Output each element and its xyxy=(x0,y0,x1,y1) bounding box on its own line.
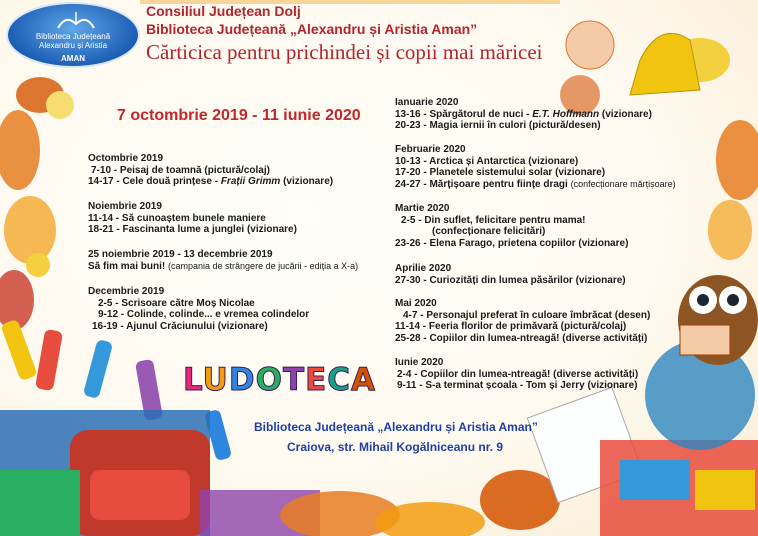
schedule-item: 2-4 - Copiilor din lumea-ntreagă! (diverse activități) xyxy=(397,368,639,380)
campaign-block xyxy=(88,249,358,272)
footer-address: Craiova, str. Mihail Kogălniceanu nr. 9 xyxy=(287,440,504,454)
month-title: Octombrie 2019 xyxy=(88,153,164,164)
campaign-item: Să fim mai buni! (campania de strângere de jucării - ediția a X-a) xyxy=(88,260,359,272)
schedule-item: 18-21 - Fascinanta lume a junglei (vizionare) xyxy=(88,224,297,236)
ludoteca-letter: T xyxy=(282,362,306,398)
ludoteca-logo xyxy=(183,362,376,398)
ludoteca-letter: C xyxy=(327,362,352,398)
schedule-item: 10-13 - Arctica și Antarctica (vizionare) xyxy=(395,155,579,167)
program-title: Cărticica pentru prichindei și copii mai măricei xyxy=(146,40,543,64)
schedule-item: 13-16 - Spărgătorul de nuci - E.T. Hoffmann (vizionare) xyxy=(395,108,652,120)
schedule-item: 25-28 - Copiilor din lumea-ntreagă! (diverse activități) xyxy=(395,332,648,344)
month-title: Decembrie 2019 xyxy=(88,286,165,297)
schedule-item: 4-7 - Personajul preferat în culoare îmbrăcat (desen) xyxy=(403,309,651,321)
month-title: Iunie 2020 xyxy=(395,357,444,368)
december-block xyxy=(88,286,309,332)
february-block xyxy=(395,144,676,190)
schedule-item: (confecționare felicitări) xyxy=(432,226,546,238)
month-title: Aprilie 2020 xyxy=(395,263,452,274)
may-block xyxy=(395,298,650,344)
schedule-item: 2-5 - Din suflet, felicitare pentru mama! xyxy=(401,214,586,226)
campaign-title: 25 noiembrie 2019 - 13 decembrie 2019 xyxy=(88,249,273,260)
schedule-item: 20-23 - Magia iernii în culori (pictură/desen) xyxy=(395,120,601,132)
council-name: Consiliul Județean Dolj xyxy=(146,3,301,19)
schedule-item: 11-14 - Să cunoaștem bunele maniere xyxy=(88,212,266,224)
schedule-item: 16-19 - Ajunul Crăciunului (vizionare) xyxy=(92,320,268,332)
footer-library: Biblioteca Județeană „Alexandru și Aristia Aman” xyxy=(254,420,538,434)
ludoteca-letter: U xyxy=(202,362,229,398)
month-title: Ianuarie 2020 xyxy=(395,97,459,108)
ludoteca-letter: E xyxy=(305,362,328,398)
january-block xyxy=(395,97,652,132)
library-logo xyxy=(6,2,140,68)
ludoteca-letter: A xyxy=(351,362,377,398)
march-block xyxy=(395,203,628,249)
library-name: Biblioteca Județeană „Alexandru și Aristia Aman” xyxy=(146,21,478,37)
october-block xyxy=(88,153,333,188)
schedule-item: 9-12 - Colinde, colinde... e vremea colindelor xyxy=(98,309,310,321)
ludoteca-letter: O xyxy=(255,362,283,398)
book-icon xyxy=(56,10,96,30)
november-block xyxy=(88,201,297,236)
schedule-item: 7-10 - Peisaj de toamnă (pictură/colaj) xyxy=(91,164,270,176)
schedule-item: 24-27 - Mărțișoare pentru ființe dragi (confecționare mărțișoare) xyxy=(395,178,676,190)
schedule-item: 2-5 - Scrisoare către Moș Nicolae xyxy=(98,297,255,309)
ludoteca-letter: L xyxy=(183,362,203,398)
program-period: 7 octombrie 2019 - 11 iunie 2020 xyxy=(117,107,361,124)
schedule-item: 9-11 - S-a terminat școala - Tom și Jerry (vizionare) xyxy=(397,380,638,392)
month-title: Noiembrie 2019 xyxy=(88,201,162,212)
month-title: Mai 2020 xyxy=(395,298,437,309)
schedule-item: 14-17 - Cele două prințese - Frații Grimm (vizionare) xyxy=(88,176,334,188)
june-block xyxy=(395,357,638,392)
month-title: Februarie 2020 xyxy=(395,144,466,155)
april-block xyxy=(395,263,626,286)
month-title: Martie 2020 xyxy=(395,203,450,214)
logo-aman: AMAN xyxy=(61,54,85,63)
ludoteca-letter: D xyxy=(228,362,256,398)
schedule-item: 17-20 - Planetele sistemului solar (vizionare) xyxy=(395,167,606,179)
logo-text: Biblioteca Județeană Alexandru și Aristia xyxy=(35,32,111,50)
schedule-item: 23-26 - Elena Farago, prietena copiilor (vizionare) xyxy=(395,237,629,249)
schedule-item: 27-30 - Curiozități din lumea păsărilor (vizionare) xyxy=(395,274,626,286)
schedule-item: 11-14 - Feeria florilor de primăvară (pictură/colaj) xyxy=(395,321,627,333)
